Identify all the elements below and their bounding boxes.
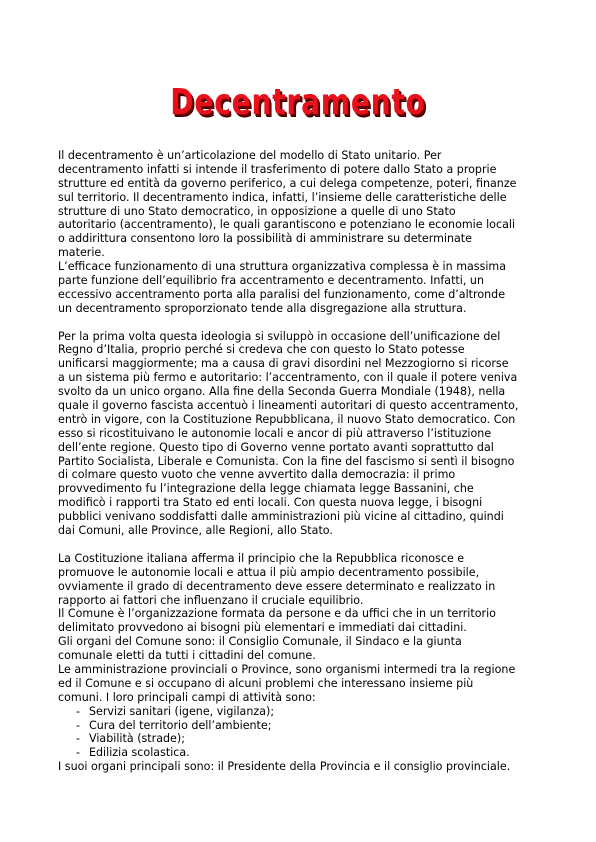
text-line: parte funzione dell’equilibrio fra accentramento e decentramento. Infatti, un [58, 274, 484, 288]
paragraph-gap [58, 538, 548, 552]
list-bullet: - [76, 718, 81, 732]
text-line: unificarsi maggiormente; ma a causa di gravi disordini nel Mezzogiorno si ricorse [58, 357, 509, 371]
text-line: modificò i rapporti tra Stato ed enti locali. Con questa nuova legge, i bisogni [58, 496, 483, 510]
closing-line: I suoi organi principali sono: il Presidente della Provincia e il consiglio provinciale. [58, 760, 511, 774]
text-line: ovviamente il grado di decentramento deve essere determinato e realizzato in [58, 579, 496, 593]
list-bullet: - [76, 732, 81, 746]
text-line: un decentramento sproporzionato tende alla disgregazione alla struttura. [58, 301, 467, 315]
text-line: Gli organi del Comune sono: il Consiglio Comunale, il Sindaco e la giunta [58, 635, 462, 649]
text-line: svolto da un unico organo. Alla fine della Seconda Guerra Mondiale (1948), nella [58, 385, 506, 399]
list-bullet: - [76, 746, 81, 760]
text-line: quale il governo fascista accentuò i lineamenti autoritari di questo accentramento, [58, 399, 519, 413]
text-line: eccessivo accentramento porta alla paralisi del funzionamento, come d’altronde [58, 287, 506, 301]
text-line: dell’ente regione. Questo tipo di Governo venne portato avanti soprattutto dal [58, 440, 494, 454]
text-line: La Costituzione italiana afferma il principio che la Repubblica riconosce e [58, 551, 465, 565]
list-item [58, 732, 548, 746]
paragraph-1 [58, 149, 548, 316]
text-line: ed il Comune e si occupano di alcuni problemi che interessano insieme più [58, 676, 474, 690]
text-line: dai Comuni, alle Province, alle Regioni, allo Stato. [58, 524, 333, 538]
text-line: o addirittura consentono loro la possibilità di amministrare su determinate [58, 232, 472, 246]
paragraph-3 [58, 552, 548, 705]
text-line: strutture di uno Stato democratico, in opposizione a quelle di uno Stato [58, 204, 456, 218]
list-item [58, 719, 548, 733]
text-line: materie. [58, 246, 105, 260]
text-line: comunale eletti da tutti i cittadini del comune. [58, 649, 316, 663]
text-line: sul territorio. Il decentramento indica, infatti, l’insieme delle caratteristiche delle [58, 190, 507, 204]
text-line: comuni. I loro principali campi di attività sono: [58, 690, 316, 704]
text-line: Il decentramento è un’articolazione del modello di Stato unitario. Per [58, 149, 442, 162]
text-line: di colmare questo vuoto che venne avvertito dalla democrazia: il primo [58, 468, 456, 482]
text-line: Regno d’Italia, proprio perché si credeva che con questo lo Stato potesse [58, 343, 465, 357]
list-bullet: - [76, 704, 81, 718]
text-line: a un sistema più fermo e autoritario: l’accentramento, con il quale il potere veniva [58, 371, 518, 385]
document-body [58, 149, 548, 774]
paragraph-2 [58, 330, 548, 538]
text-line: Il Comune è l’organizzazione formata da persone e da uffici che in un territorio [58, 607, 496, 621]
text-line: autoritario (accentramento), le quali garantiscono e potenziano le economie locali [58, 218, 516, 232]
text-line: delimitato provvedono ai bisogni più elementari e immediati dai cittadini. [58, 621, 467, 635]
text-line: Partito Socialista, Liberale e Comunista. Con la fine del fascismo si sentì il bisogno [58, 454, 515, 468]
text-line: entrò in vigore, con la Costituzione Repubblicana, il nuovo Stato democratico. Con [58, 412, 516, 426]
text-line: pubblici venivano soddisfatti dalle amministrazioni più vicine al cittadino, quindi [58, 510, 504, 524]
text-line: promuove le autonomie locali e attua il più ampio decentramento possibile, [58, 565, 480, 579]
text-line: Le amministrazione provinciali o Province, sono organismi intermedi tra la regione [58, 662, 516, 676]
text-line: Per la prima volta questa ideologia si sviluppò in occasione dell’unificazione del [58, 329, 501, 343]
list-item-text: Edilizia scolastica. [89, 746, 190, 760]
paragraph-gap [58, 316, 548, 330]
page-title: Decentramento [170, 82, 426, 123]
text-line: rapporto ai fattori che influenzano il cruciale equilibrio. [58, 593, 364, 607]
list-item [58, 705, 548, 719]
list-item-text: Servizi sanitari (igene, vigilanza); [89, 704, 275, 718]
list-item-text: Viabilità (strade); [89, 732, 185, 746]
text-line: L’efficace funzionamento di una struttura organizzativa complessa è in massima [58, 260, 507, 274]
text-line: provvedimento fu l’integrazione della legge chiamata legge Bassanini, che [58, 482, 474, 496]
list-item-text: Cura del territorio dell’ambiente; [89, 718, 272, 732]
activity-list [58, 705, 548, 761]
text-line: esso si ricostituivano le autonomie locali e ancor di più attraverso l’istituzione [58, 426, 492, 440]
list-item [58, 746, 548, 760]
text-line: strutture ed entità da governo periferico, a cui delega competenze, poteri, finanze [58, 176, 517, 190]
text-line: decentramento infatti si intende il trasferimento di potere dallo Stato a proprie [58, 162, 497, 176]
